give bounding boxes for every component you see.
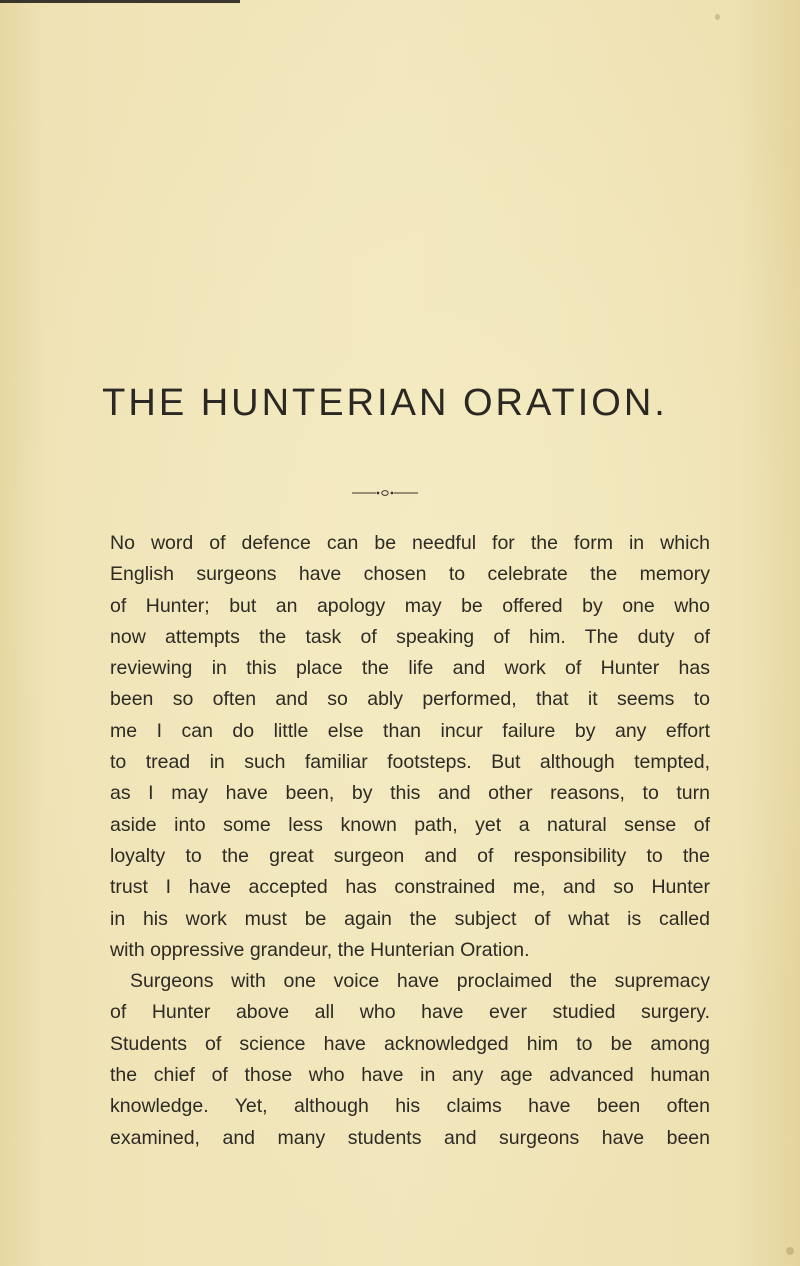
text-line: as I may have been, by this and other reasons, to turn xyxy=(110,782,710,805)
text-line: loyalty to the great surgeon and of responsibility to the xyxy=(110,844,710,867)
foxing-spot xyxy=(786,1247,794,1255)
text-line: reviewing in this place the life and work of Hunter has xyxy=(110,657,710,680)
text-line: been so often and so ably performed, that it seems to xyxy=(110,688,710,711)
text-line: examined, and many students and surgeons have been xyxy=(110,1126,710,1149)
text-line: me I can do little else than incur failure by any effort xyxy=(110,719,710,742)
text-line: of Hunter above all who have ever studied surgery. xyxy=(110,1001,710,1024)
text-line: in his work must be again the subject of what is called xyxy=(110,907,710,930)
ornament-divider-icon xyxy=(352,487,418,499)
text-line: trust I have accepted has constrained me, and so Hunter xyxy=(110,876,710,899)
text-line: Students of science have acknowledged him to be among xyxy=(110,1032,710,1055)
text-line: aside into some less known path, yet a natural sense of xyxy=(110,813,710,836)
text-line: now attempts the task of speaking of him. The duty of xyxy=(110,625,710,648)
text-line: to tread in such familiar footsteps. But although tempted, xyxy=(110,751,710,774)
text-line: English surgeons have chosen to celebrate the memory xyxy=(110,563,710,586)
text-line: the chief of those who have in any age advanced human xyxy=(110,1064,710,1087)
text-line: knowledge. Yet, although his claims have been often xyxy=(110,1095,710,1118)
text-line: with oppressive grandeur, the Hunterian Oration. xyxy=(110,938,530,961)
top-edge-rule xyxy=(0,0,240,3)
text-line: of Hunter; but an apology may be offered by one who xyxy=(110,594,710,617)
chapter-title: THE HUNTERIAN ORATION. xyxy=(102,382,668,424)
text-line: No word of defence can be needful for the form in which xyxy=(110,532,710,554)
body-text xyxy=(110,528,710,1154)
text-line: Surgeons with one voice have proclaimed the supremacy xyxy=(130,970,710,993)
foxing-spot xyxy=(715,14,720,20)
